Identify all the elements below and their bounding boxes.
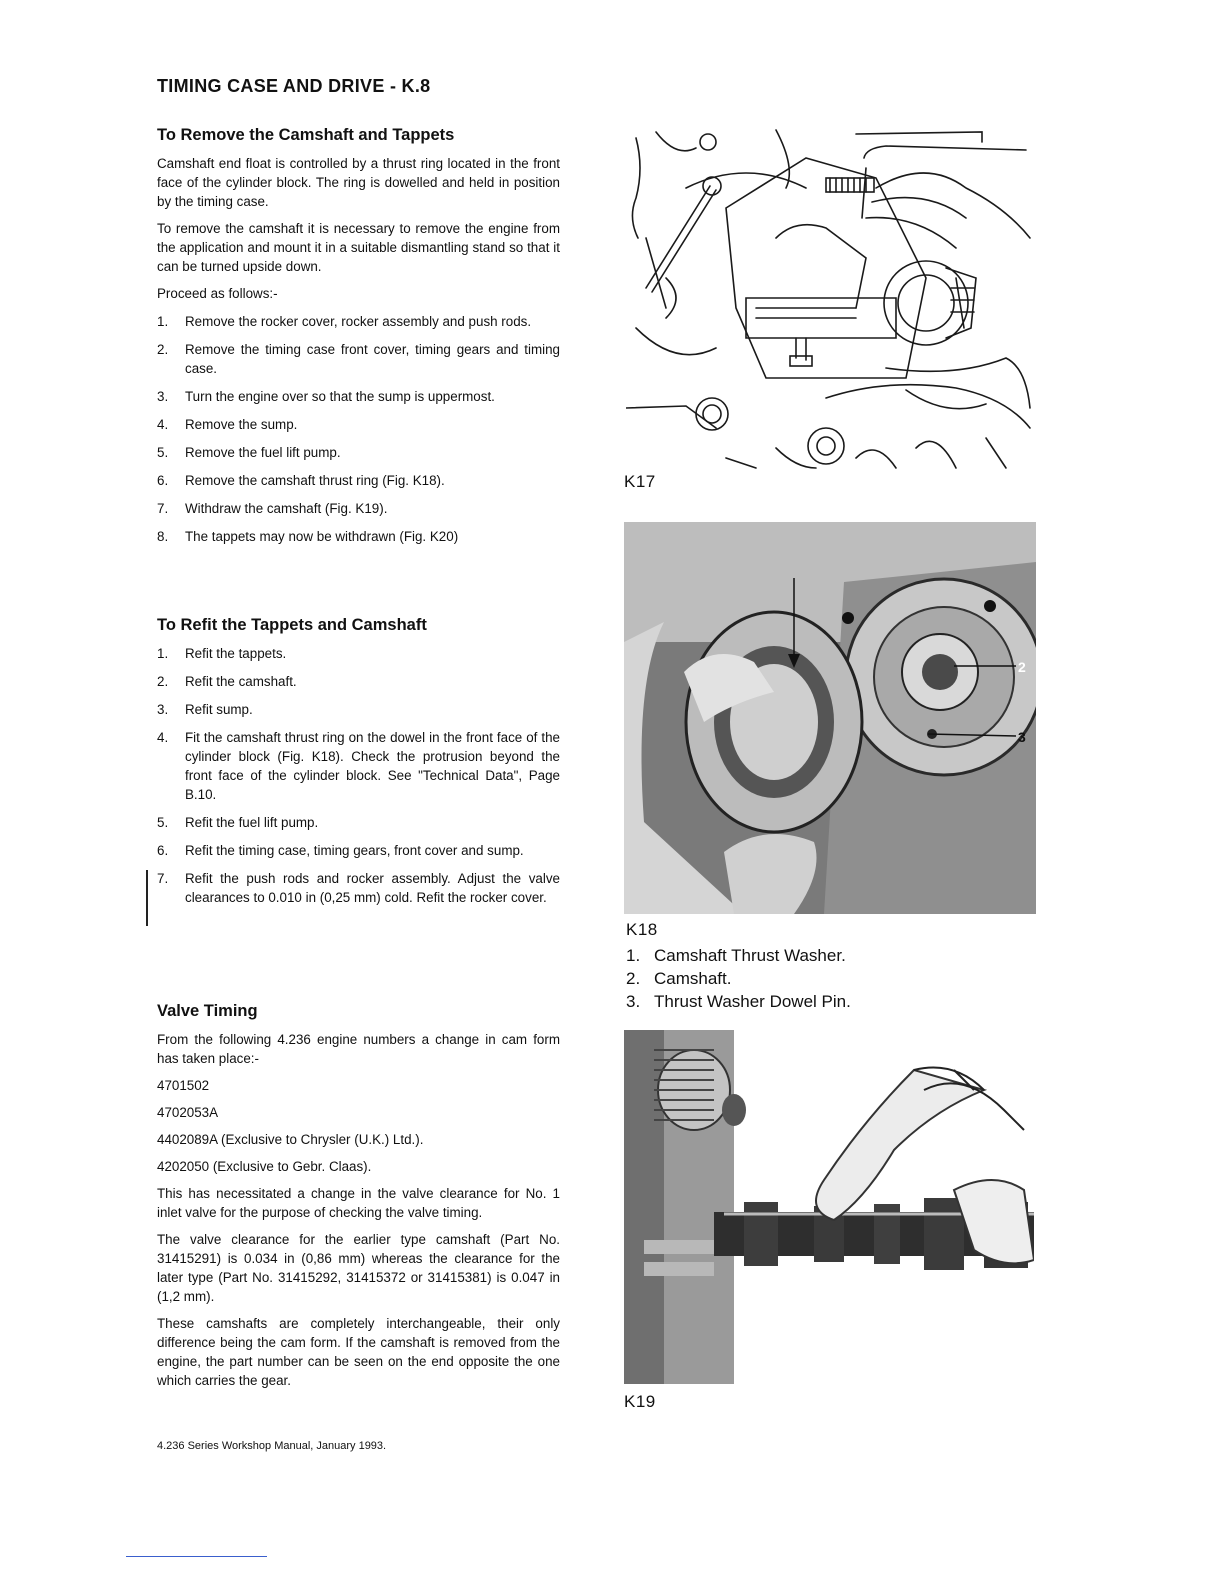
figure-k19 (624, 1030, 1034, 1384)
step-item: 3. Turn the engine over so that the sump is uppermost. (157, 389, 495, 404)
step-item: 5. Refit the fuel lift pump. (157, 815, 319, 830)
legend-item: 3. Thrust Washer Dowel Pin. (626, 992, 851, 1011)
remove-heading: To Remove the Camshaft and Tappets (157, 126, 455, 144)
step-item: 3. Refit sump. (157, 702, 253, 717)
bottom-rule (126, 1556, 267, 1557)
k18-callout-3: 3 (1018, 729, 1026, 745)
remove-paragraph: Camshaft end float is controlled by a thrust ring located in the front face of the cylinder block. The ring is dowelled and held in position by the timing case. (157, 156, 560, 209)
valve-paragraph: This has necessitated a change in the valve clearance for No. 1 inlet valve for the purpose of checking the valve timing. (157, 1186, 560, 1220)
step-item: 1. Remove the rocker cover, rocker assembly and push rods. (157, 314, 532, 329)
remove-paragraph: To remove the camshaft it is necessary to remove the engine from the application and mount it in a suitable dismantling stand so that it can be turned upside down. (157, 221, 560, 274)
valve-paragraph: The valve clearance for the earlier type camshaft (Part No. 31415291) is 0.034 in (0,86 mm) whereas the clearance for the later type (Part No. 31415292, 31415372 or 31415381) is 0.047 in (1,2 mm). (157, 1232, 560, 1304)
legend-item: 1. Camshaft Thrust Washer. (626, 946, 846, 965)
step-item: 6. Remove the camshaft thrust ring (Fig. K18). (157, 473, 445, 488)
legend-item: 2. Camshaft. (626, 969, 732, 988)
remove-section (157, 126, 560, 555)
revision-change-bar (146, 870, 148, 926)
step-item: 2. Refit the camshaft. (157, 674, 297, 689)
valve-section (157, 1002, 560, 1398)
remove-paragraph: Proceed as follows:- (157, 286, 278, 301)
refit-section (157, 616, 560, 916)
valve-heading: Valve Timing (157, 1002, 258, 1020)
k18-photo (624, 522, 1036, 914)
step-item: 4. Remove the sump. (157, 417, 298, 432)
engine-number: 4402089A (Exclusive to Chrysler (U.K.) Ltd.). (157, 1132, 424, 1147)
k18-callout-2: 2 (1018, 659, 1026, 675)
step-item: 2. Remove the timing case front cover, timing gears and timing case. (157, 342, 560, 376)
k19-photo (624, 1030, 1034, 1384)
page-footer: 4.236 Series Workshop Manual, January 1993. (157, 1440, 387, 1452)
refit-steps (157, 644, 560, 907)
engine-number: 4702053A (157, 1105, 219, 1120)
engine-number: 4701502 (157, 1078, 210, 1093)
step-item: 1. Refit the tappets. (157, 646, 287, 661)
page-title: TIMING CASE AND DRIVE - K.8 (157, 76, 431, 96)
figure-k18-legend (626, 944, 851, 1013)
valve-intro: From the following 4.236 engine numbers a change in cam form has taken place:- (157, 1032, 560, 1066)
step-item: 5. Remove the fuel lift pump. (157, 445, 341, 460)
step-item: 4. Fit the camshaft thrust ring on the dowel in the front face of the cylinder block (Fig. K18). Check the protrusion beyond the front face of the cylinder block. See "Technical Data", Page B.10. (157, 730, 560, 802)
engine-number: 4202050 (Exclusive to Gebr. Claas). (157, 1159, 372, 1174)
figure-k19-label: K19 (624, 1392, 656, 1411)
k17-line-drawing (626, 128, 1036, 472)
figure-k17-label: K17 (624, 472, 656, 491)
figure-k18-label: K18 (626, 920, 658, 939)
step-item: 7. Refit the push rods and rocker assembly. Adjust the valve clearances to 0.010 in (0,25 mm) cold. Refit the rocker cover. (157, 869, 560, 907)
remove-steps (157, 312, 560, 546)
figure-k17 (626, 128, 1036, 472)
refit-heading: To Refit the Tappets and Camshaft (157, 616, 427, 634)
step-item: 7. Withdraw the camshaft (Fig. K19). (157, 501, 388, 516)
step-item: 8. The tappets may now be withdrawn (Fig. K20) (157, 529, 459, 544)
figure-k18 (624, 522, 1036, 914)
step-item: 6. Refit the timing case, timing gears, front cover and sump. (157, 843, 524, 858)
valve-paragraph: These camshafts are completely interchangeable, their only difference being the cam form. If the camshaft is removed from the engine, the part number can be seen on the end opposite the one which carries the gear. (157, 1316, 560, 1388)
